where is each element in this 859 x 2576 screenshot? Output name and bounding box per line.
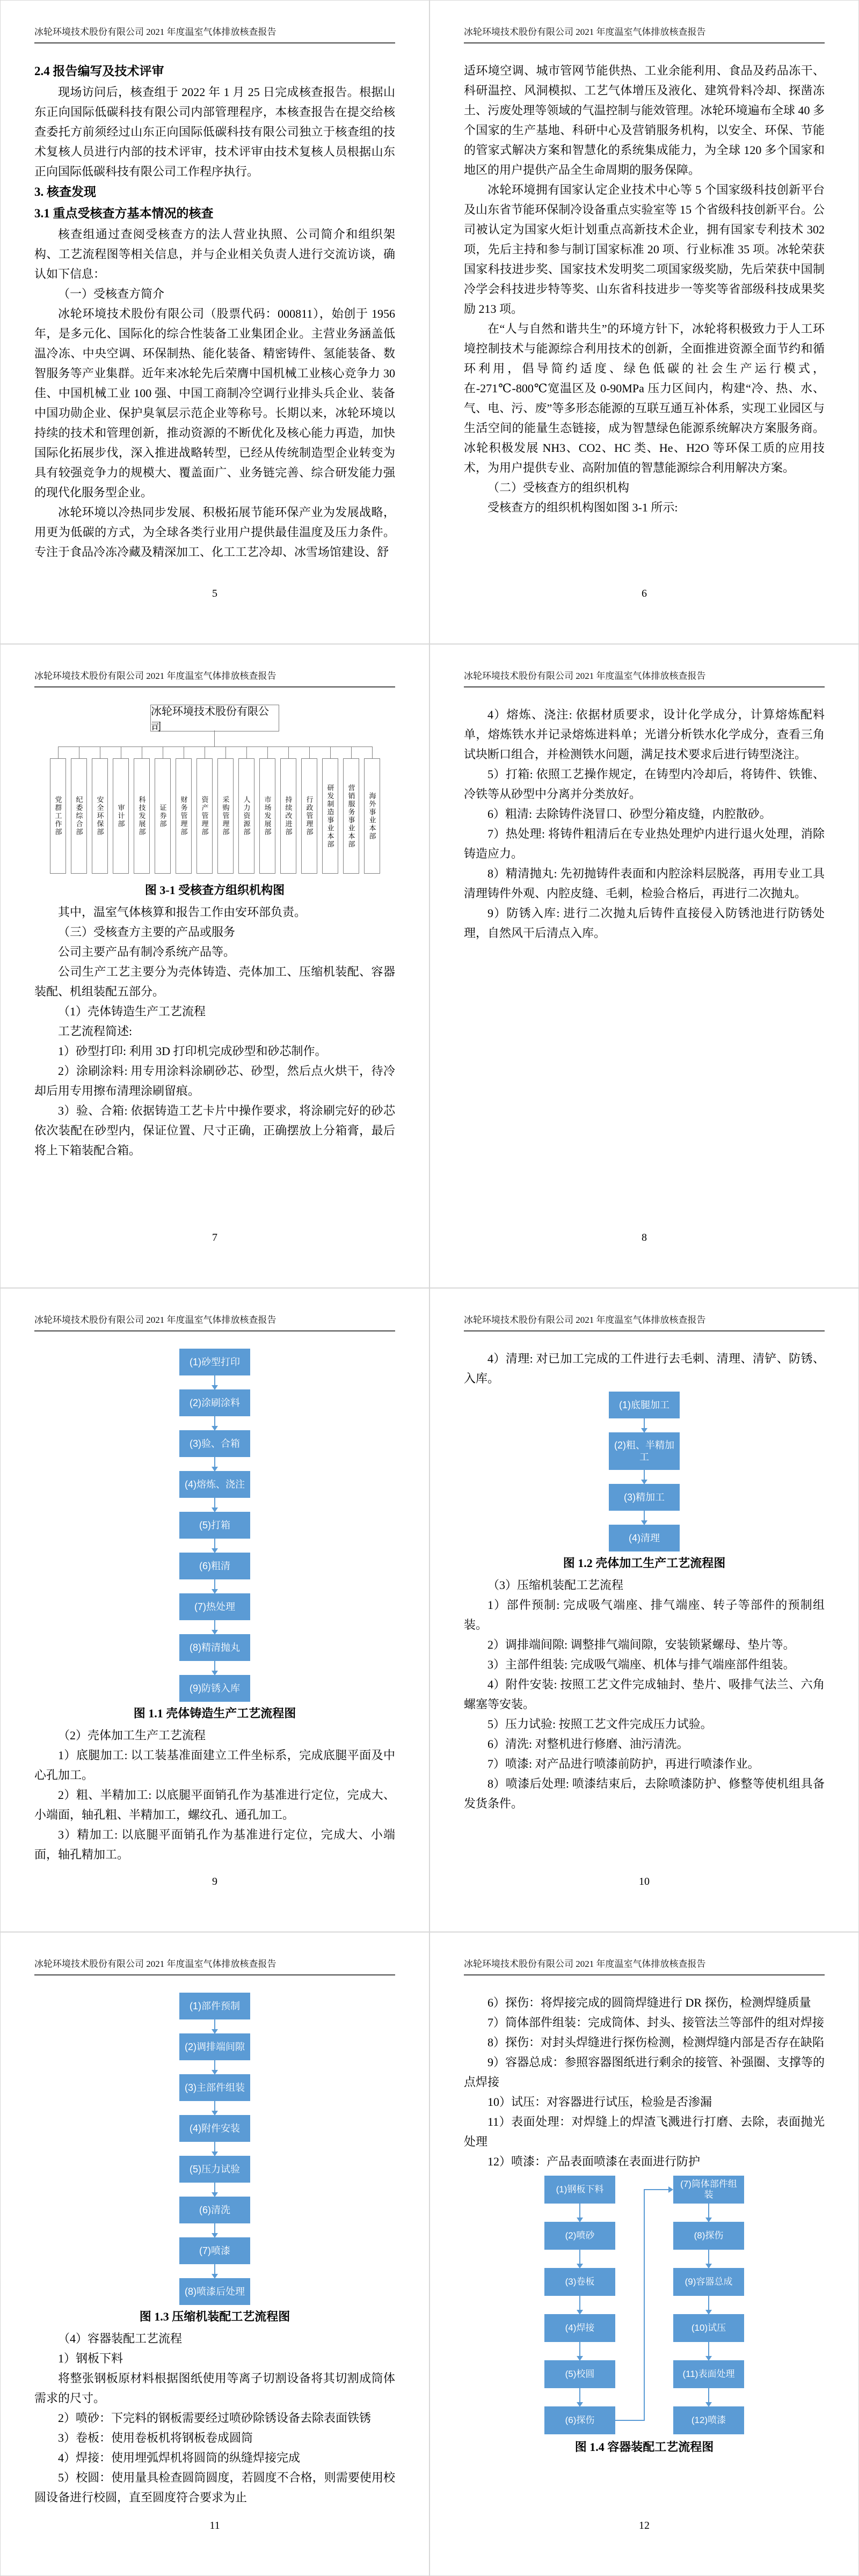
paragraph: 公司生产工艺主要分为壳体铸造、壳体加工、压缩机装配、容器装配、机组装配五部分。: [34, 965, 395, 998]
arrow-down-icon: [579, 2342, 580, 2360]
flow-step: (3)卷板: [544, 2268, 615, 2296]
flow-step: (2)涂刷涂料: [179, 1389, 250, 1416]
page-number: 7: [212, 1232, 217, 1243]
flow-step: (10)试压: [673, 2314, 744, 2342]
list-item: 8）探伤：对封头焊缝进行探伤检测，检测焊缝内部是否存在缺陷: [487, 2036, 825, 2049]
arrow-right-icon: [668, 2186, 673, 2193]
sub-heading: （一）受核查方简介: [58, 287, 165, 301]
list-item: 3）卷板：使用卷板机将钢板卷成圆筒: [58, 2431, 253, 2445]
flow-step: (1)底腿加工: [609, 1392, 680, 1418]
list-item: 5）压力试验: 按照工艺文件完成压力试验。: [487, 1717, 712, 1731]
flow-step: (6)粗清: [179, 1553, 250, 1579]
paragraph: 将整张钢板原材料根据图纸使用等离子切割设备将其切割成筒体需求的尺寸。: [34, 2372, 395, 2405]
list-item: 8）喷漆后处理: 喷漆结束后，去除喷漆防护、修整等使机组具备发货条件。: [464, 1777, 825, 1810]
arrow-down-icon: [214, 2183, 215, 2197]
section-heading-3-1: 3.1 重点受核查方基本情况的核查: [34, 207, 214, 220]
figure-caption: 图 3-1 受核查方组织机构图: [144, 883, 285, 897]
paragraph: 受核查方的组织机构图如图 3-1 所示:: [487, 501, 678, 514]
list-item: 11）表面处理：对焊缝上的焊渣飞溅进行打磨、去除，表面抛光处理: [464, 2115, 825, 2148]
flow-step: (9)防锈入库: [179, 1675, 250, 1702]
flowchart-fig-1-3: [34, 1993, 395, 2305]
arrow-down-icon: [708, 2388, 709, 2406]
flowchart-fig-1-1: [34, 1349, 395, 1702]
org-department: 采购管理部: [217, 747, 234, 874]
flow-step: (8)探伤: [673, 2222, 744, 2250]
flow-step: (9)容器总成: [673, 2268, 744, 2296]
flow-step: (5)校圆: [544, 2360, 615, 2388]
list-item: 7）喷漆: 对产品进行喷漆前防护，再进行喷漆作业。: [487, 1757, 760, 1770]
paragraph: 工艺流程简述:: [58, 1024, 133, 1038]
list-item: 1）部件预制: 完成吸气端座、排气端座、转子等部件的预制组装。: [464, 1598, 825, 1631]
list-item: 5）校圆：使用量具检查圆筒圆度，若圆度不合格，则需要使用校圆设备进行校圆，直至圆度符合要求为止: [34, 2471, 395, 2504]
page-9: [0, 1288, 430, 1932]
connector-line: [644, 2189, 669, 2190]
org-department: 营销服务事业本部: [343, 747, 359, 874]
org-department: 党群工作部: [50, 747, 66, 874]
arrow-down-icon: [214, 1457, 215, 1471]
figure-caption: 图 1.2 壳体加工生产工艺流程图: [563, 1556, 726, 1570]
arrow-down-icon: [214, 2019, 215, 2033]
flow-step: (4)清理: [609, 1525, 680, 1552]
org-root-box: 冰轮环境技术股份有限公司: [150, 705, 279, 731]
arrow-down-icon: [579, 2250, 580, 2268]
list-item: 8）精清抛丸: 先初抛铸件表面和内腔涂料层脱落，再用专业工具清理铸件外观、内腔皮缝、毛刺，检验合格后，再进行二次抛丸。: [464, 867, 825, 900]
page-12: [430, 1932, 859, 2576]
paragraph: 适环境空调、城市管网节能供热、工业余能利用、食品及药品冻干、科研温控、风洞模拟、工艺气体增压及液化、建筑骨料冷却、探凿冻土、污废处理等领域的气温控制与能效管理。冰轮环境遍布全球 40 多个国家的生产基地、科研中心及营销服务机构，以安全、环保、节能的管家式解决方案和智慧化的系统集成能力，为全球 120 多个国家和地区的用户提供产品全生命周期的服务保障。: [464, 64, 825, 177]
sub-heading: （3）压缩机装配工艺流程: [487, 1578, 624, 1592]
flowchart-fig-1-4: [464, 2176, 825, 2435]
paragraph: 冰轮环境技术股份有限公司（股票代码：000811），始创于 1956 年，是多元化、国际化的综合性装备工业集团企业。主营业务涵盖低温冷冻、中央空调、环保制热、能化装备、精密铸件、氢能装备、数智服务等产业集群。近年来冰轮先后荣膺中国机械工业核心竞争力 30 佳、中国机械工业 100 强、中国工商制冷空调行业排头兵企业、装备中国功勋企业、保护臭氧层示范企业等称号。长期以来，冰轮环境以持续的技术和管理创新，推动资源的不断优化及核心能力再造，加快国际化拓展步伐，深入推进战略转型，已经从传统制造型企业转变为具有较强竞争力的规模大、覆盖面广、业务链完善、综合研发能力强的现代化服务型企业。: [34, 307, 395, 499]
page-11: [0, 1932, 430, 2576]
arrow-down-icon: [214, 2223, 215, 2237]
arrow-down-icon: [579, 2296, 580, 2314]
sub-heading: （1）壳体铸造生产工艺流程: [58, 1005, 206, 1018]
org-department: 安全环保部: [92, 747, 108, 874]
page-number: 5: [212, 588, 217, 599]
list-item: 2）喷砂：下完料的钢板需要经过喷砂除锈设备去除表面铁锈: [58, 2411, 372, 2425]
flow-step: (4)焊接: [544, 2314, 615, 2342]
flow-step: (4)附件安装: [179, 2115, 250, 2142]
flow-step: (5)压力试验: [179, 2156, 250, 2183]
paragraph: 核查组通过查阅受核查方的法人营业执照、公司简介和组织架构、工艺流程图等相关信息，并与企业相关负责人进行交流访谈，确认如下信息：: [34, 228, 395, 281]
page-number: 9: [212, 1876, 217, 1887]
flow-step: (2)喷砂: [544, 2222, 615, 2250]
list-item: 1）底腿加工: 以工装基准面建立工件坐标系，完成底腿平面及中心孔加工。: [34, 1748, 395, 1782]
arrow-down-icon: [214, 2060, 215, 2074]
list-item: 2）调排端间隙: 调整排气端间隙，安装锁紧螺母、垫片等。: [487, 1638, 795, 1651]
list-item: 4）熔炼、浇注: 依据材质要求，设计化学成分，计算熔炼配料单，熔炼铁水并记录熔炼进料单；光谱分析铁水化学成分，查看三角试块断口组合，并检测铁水问题，满足技术要求后进行铸型浇注。: [464, 708, 825, 761]
flowchart-fig-1-2: [464, 1392, 825, 1552]
flow-step: (2)调排端间隙: [179, 2033, 250, 2060]
page-number: 8: [642, 1232, 647, 1243]
arrow-down-icon: [579, 2204, 580, 2222]
flow-step: (2)粗、半精加工: [609, 1432, 680, 1470]
page-header: 冰轮环境技术股份有限公司 2021 年度温室气体排放核查报告: [464, 1958, 825, 1975]
list-item: 10）试压：对容器进行试压，检验是否渗漏: [487, 2095, 712, 2109]
org-department: 财务管理部: [176, 747, 192, 874]
org-department: 科技发展部: [134, 747, 150, 874]
figure-caption: 图 1.1 壳体铸造生产工艺流程图: [133, 1707, 296, 1720]
page-header: 冰轮环境技术股份有限公司 2021 年度温室气体排放核查报告: [34, 26, 395, 43]
arrow-down-icon: [214, 1375, 215, 1389]
list-item: 3）主部件组装: 完成吸气端座、机体与排气端座部件组装。: [487, 1658, 795, 1671]
org-department: 市场发展部: [259, 747, 275, 874]
list-item: 7）筒体部件组装：完成筒体、封头、接管法兰等部件的组对焊接: [487, 2016, 825, 2029]
page-header: 冰轮环境技术股份有限公司 2021 年度温室气体排放核查报告: [464, 670, 825, 687]
arrow-down-icon: [708, 2342, 709, 2360]
list-item: 9）防锈入库: 进行二次抛丸后铸件直接侵入防锈池进行防锈处理，自然风干后清点入库。: [464, 906, 825, 940]
list-item: 4）附件安装: 按照工艺文件完成轴封、垫片、吸排气法兰、六角螺塞等安装。: [464, 1678, 825, 1711]
page-5: [0, 0, 430, 644]
arrow-down-icon: [644, 1470, 645, 1484]
flow-step: (7)筒体部件组装: [673, 2176, 744, 2204]
flow-step: (7)热处理: [179, 1593, 250, 1620]
org-department: 持续改进部: [280, 747, 296, 874]
section-heading-3: 3. 核查发现: [34, 185, 96, 199]
org-department: 纪委综合部: [71, 747, 87, 874]
arrow-down-icon: [708, 2204, 709, 2222]
figure-caption: 图 1.3 压缩机装配工艺流程图: [139, 2310, 290, 2323]
flow-step: (8)喷漆后处理: [179, 2278, 250, 2305]
list-item: 6）清洗: 对整机进行修磨、油污清洗。: [487, 1737, 689, 1751]
flow-step: (6)探伤: [544, 2406, 615, 2434]
arrow-down-icon: [708, 2296, 709, 2314]
org-department: 审计部: [113, 747, 129, 874]
page-number: 11: [209, 2520, 220, 2531]
arrow-down-icon: [214, 1620, 215, 1634]
list-item: 4）焊接：使用埋弧焊机将圆筒的纵缝焊接完成: [58, 2451, 301, 2464]
flow-step: (3)验、合箱: [179, 1430, 250, 1457]
arrow-down-icon: [708, 2250, 709, 2268]
sub-heading: （二）受核查方的组织机构: [487, 481, 630, 494]
page-6: [430, 0, 859, 644]
org-department: 行政管理部: [301, 747, 317, 874]
flow-step: (3)主部件组装: [179, 2074, 250, 2101]
arrow-down-icon: [214, 1416, 215, 1430]
list-item: 4）清理: 对已加工完成的工件进行去毛刺、清理、清铲、防锈、入库。: [464, 1352, 825, 1385]
page-header: 冰轮环境技术股份有限公司 2021 年度温室气体排放核查报告: [34, 1958, 395, 1975]
paragraph: 公司主要产品有制冷系统产品等。: [58, 945, 236, 958]
arrow-down-icon: [214, 1539, 215, 1553]
page-number: 6: [642, 588, 647, 599]
flow-step: (11)表面处理: [673, 2360, 744, 2388]
connector-line: [644, 2189, 645, 2421]
org-department: 证券部: [155, 747, 171, 874]
arrow-down-icon: [644, 1418, 645, 1432]
arrow-down-icon: [644, 1511, 645, 1525]
page-header: 冰轮环境技术股份有限公司 2021 年度温室气体排放核查报告: [464, 1314, 825, 1331]
page-10: [430, 1288, 859, 1932]
connector-line: [615, 2420, 645, 2421]
list-item: 1）砂型打印: 利用 3D 打印机完成砂型和砂芯制作。: [58, 1044, 327, 1058]
flow-step: (12)喷漆: [673, 2406, 744, 2434]
sub-heading: （2）壳体加工生产工艺流程: [58, 1729, 206, 1742]
list-item: 7）热处理: 将铸件粗清后在专业热处理炉内进行退火处理，消除铸造应力。: [464, 827, 825, 860]
flow-step: (7)喷漆: [179, 2237, 250, 2264]
flow-step: (5)打箱: [179, 1512, 250, 1539]
list-item: 6）探伤：将焊接完成的圆筒焊缝进行 DR 探伤，检测焊缝质量: [487, 1996, 811, 2009]
page-7: [0, 644, 430, 1288]
figure-caption: 图 1.4 容器装配工艺流程图: [574, 2440, 714, 2454]
org-department: 资产管理部: [196, 747, 213, 874]
list-item: 6）粗清: 去除铸件浇冒口、砂型分箱皮缝，内腔散砂。: [487, 807, 771, 821]
arrow-down-icon: [579, 2388, 580, 2406]
paragraph: 其中，温室气体核算和报告工作由安环部负责。: [58, 905, 307, 919]
page-number: 12: [639, 2520, 650, 2531]
flow-step: (1)钢板下料: [544, 2176, 615, 2204]
list-item: 2）粗、半精加工: 以底腿平面销孔作为基准进行定位，完成大、小端面，轴孔粗、半精加工，螺纹孔、通孔加工。: [34, 1788, 395, 1821]
sub-heading: （4）容器装配工艺流程: [58, 2332, 183, 2345]
flow-step: (1)部件预制: [179, 1993, 250, 2019]
paragraph: 冰轮环境拥有国家认定企业技术中心等 5 个国家级科技创新平台及山东省节能环保制冷设备重点实验室等 15 个省级科技创新平台。公司被认定为国家火炬计划重点高新技术企业，拥有国家专利技术 302 项，先后主持和参与制订国家标准 20 项、行业标准 35 项。冰轮荣获国家科技进步奖、国家技术发明奖二项国家级奖励，先后荣获中国制冷学会科技进步特等奖、山东省科技进步一等奖等省部级科技成果奖励 213 项。: [464, 183, 825, 316]
org-department: 人力资源部: [238, 747, 254, 874]
list-item: 1）钢板下料: [58, 2352, 123, 2365]
flow-step: (3)精加工: [609, 1484, 680, 1511]
org-connector: [214, 730, 215, 747]
section-heading-2-4: 2.4 报告编写及技术评审: [34, 64, 164, 78]
page-number: 10: [639, 1876, 650, 1887]
sub-heading: （三）受核查方主要的产品或服务: [58, 925, 236, 939]
flow-step: (6)清洗: [179, 2197, 250, 2223]
arrow-down-icon: [214, 2142, 215, 2156]
page-8: [430, 644, 859, 1288]
list-item: 3）精加工: 以底腿平面销孔作为基准进行定位，完成大、小端面，轴孔精加工。: [34, 1828, 395, 1861]
page-header: 冰轮环境技术股份有限公司 2021 年度温室气体排放核查报告: [34, 1314, 395, 1331]
paragraph: 冰轮环境以冷热同步发展、积极拓展节能环保产业为发展战略，用更为低碳的方式，为全球各类行业用户提供最佳温度及压力条件。专注于食品冷冻冷藏及精深加工、化工工艺冷却、冰雪场馆建设、舒: [34, 506, 395, 559]
flow-step: (8)精清抛丸: [179, 1634, 250, 1661]
org-department: 海外事业本部: [364, 747, 380, 874]
arrow-down-icon: [214, 1579, 215, 1593]
paragraph: 在“人与自然和谐共生”的环境方针下，冰轮将积极致力于人工环境控制技术与能源综合利用技术的创新，全面推进资源全面节约和循环利用，倡导简约适度、绿色低碳的社会生产运行模式，在-271℃-800℃宽温区及 0-90MPa 压力区间内，构建“冷、热、水、气、电、污、废”等多形态能源的互联互通互补体系，实现工业园区与生活空间的能量生态链接，成为智慧绿色能源系统解决方案服务商。冰轮积极发展 NH3、CO2、HC 类、He、H2O 等环保工质的应用技术，为用户提供专业、高附加值的智慧能源综合利用解决方案。: [464, 322, 825, 474]
list-item: 5）打箱: 依照工艺操作规定，在铸型内冷却后，将铸件、铁锥、冷铁等从砂型中分离并分类放好。: [464, 767, 825, 801]
list-item: 3）验、合箱: 依据铸造工艺卡片中操作要求，将涂刷完好的砂芯依次装配在砂型内，保证位置、尺寸正确，正确摆放上分箱膏，最后将上下箱装配合箱。: [34, 1104, 395, 1157]
list-item: 9）容器总成：参照容器图纸进行剩余的接管、补强圈、支撑等的点焊接: [464, 2055, 825, 2089]
list-item: 2）涂刷涂料: 用专用涂料涂刷砂芯、砂型，然后点火烘干，待冷却后用专用擦布清理涂刷留痕。: [34, 1064, 395, 1097]
org-chart: [34, 705, 395, 876]
page-header: 冰轮环境技术股份有限公司 2021 年度温室气体排放核查报告: [34, 670, 395, 687]
arrow-down-icon: [214, 1661, 215, 1675]
org-department: 研发制造事业本部: [322, 747, 338, 874]
arrow-down-icon: [214, 2101, 215, 2115]
flow-step: (4)熔炼、浇注: [179, 1471, 250, 1498]
paragraph: 现场访问后，核查组于 2022 年 1 月 25 日完成核查报告。根据山东正向国际低碳科技有限公司内部管理程序，本核查报告在提交给核查委托方前须经过山东正向国际低碳科技有限公司独立于核查组的技术复核人员进行内部的技术评审，技术评审由技术复核人员根据山东正向国际低碳科技有限公司工作程序执行。: [34, 85, 395, 178]
arrow-down-icon: [214, 1498, 215, 1512]
page-header: 冰轮环境技术股份有限公司 2021 年度温室气体排放核查报告: [464, 26, 825, 43]
arrow-down-icon: [214, 2264, 215, 2278]
list-item: 12）喷漆：产品表面喷漆在表面进行防护: [487, 2155, 701, 2168]
flow-step: (1)砂型打印: [179, 1349, 250, 1375]
